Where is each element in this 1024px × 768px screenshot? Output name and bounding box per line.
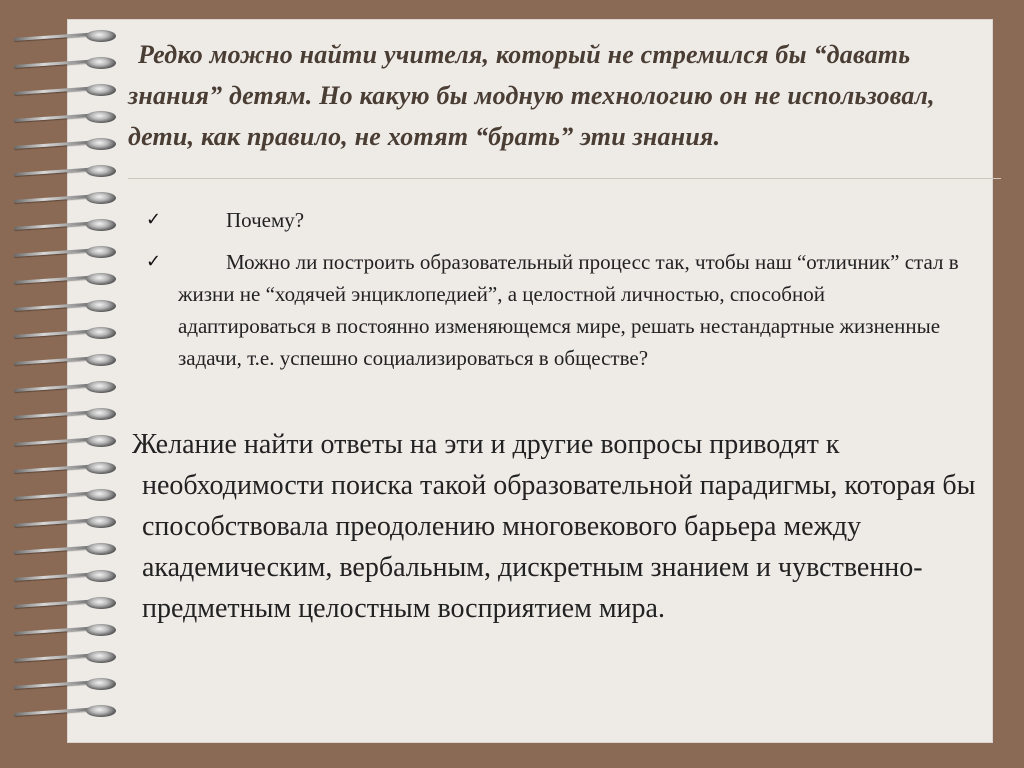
- slide-content: [128, 34, 978, 157]
- ring-hole: [86, 381, 116, 393]
- ring-hole: [86, 246, 116, 258]
- spiral-ring: [14, 435, 110, 447]
- ring-hole: [86, 597, 116, 609]
- ring-hole: [86, 435, 116, 447]
- check-icon: ✓: [146, 251, 162, 272]
- ring-hole: [86, 678, 116, 690]
- spiral-ring: [14, 57, 110, 69]
- spiral-ring: [14, 192, 110, 204]
- spiral-ring: [14, 570, 110, 582]
- spiral-ring: [14, 273, 110, 285]
- ring-hole: [86, 570, 116, 582]
- spiral-ring: [14, 543, 110, 555]
- spiral-ring: [14, 597, 110, 609]
- ring-hole: [86, 138, 116, 150]
- ring-hole: [86, 489, 116, 501]
- spiral-ring: [14, 111, 110, 123]
- check-icon: ✓: [146, 209, 162, 230]
- spiral-ring: [14, 381, 110, 393]
- ring-hole: [86, 84, 116, 96]
- spiral-ring: [14, 408, 110, 420]
- question-text: Почему?: [226, 208, 305, 232]
- ring-hole: [86, 624, 116, 636]
- list-item: [146, 246, 966, 374]
- ring-hole: [86, 327, 116, 339]
- ring-hole: [86, 111, 116, 123]
- question-list: [146, 204, 966, 384]
- spiral-ring: [14, 165, 110, 177]
- spiral-ring: [14, 246, 110, 258]
- spiral-ring: [14, 354, 110, 366]
- list-item: [146, 204, 966, 236]
- divider-line: [128, 178, 1001, 179]
- conclusion-paragraph: Желание найти ответы на эти и другие вопросы приводят к необходимости поиска такой образовательной парадигмы, которая бы способствовала преодолению многовекового барьера между академическим, вербальным, дискретным знанием и чувственно-предметным целостным восприятием мира.: [132, 429, 976, 624]
- spiral-ring: [14, 327, 110, 339]
- spiral-ring: [14, 84, 110, 96]
- spiral-ring: [14, 678, 110, 690]
- ring-hole: [86, 165, 116, 177]
- ring-hole: [86, 30, 116, 42]
- ring-hole: [86, 516, 116, 528]
- ring-hole: [86, 57, 116, 69]
- spiral-ring: [14, 705, 110, 717]
- spiral-ring: [14, 624, 110, 636]
- ring-hole: [86, 462, 116, 474]
- ring-hole: [86, 273, 116, 285]
- ring-hole: [86, 651, 116, 663]
- spiral-ring: [14, 489, 110, 501]
- ring-hole: [86, 705, 116, 717]
- ring-hole: [86, 354, 116, 366]
- spiral-ring: [14, 516, 110, 528]
- question-text: Можно ли построить образовательный процесс так, чтобы наш “отличник” стал в жизни не “ходячей энциклопедией”, а целостной личностью, способной адаптироваться в постоянно изменяющемся мире, решать нестандартные жизненные задачи, т.е. успешно социализироваться в обществе?: [178, 250, 959, 370]
- spiral-binding: [0, 30, 120, 740]
- spiral-ring: [14, 300, 110, 312]
- spiral-ring: [14, 138, 110, 150]
- spiral-ring: [14, 30, 110, 42]
- ring-hole: [86, 543, 116, 555]
- ring-hole: [86, 408, 116, 420]
- ring-hole: [86, 300, 116, 312]
- spiral-ring: [14, 462, 110, 474]
- ring-hole: [86, 219, 116, 231]
- ring-hole: [86, 192, 116, 204]
- spiral-ring: [14, 651, 110, 663]
- intro-paragraph: Редко можно найти учителя, который не стремился бы “давать знания” детям. Но какую бы модную технологию он не использовал, дети, как правило, не хотят “брать” эти знания.: [128, 40, 935, 151]
- spiral-ring: [14, 219, 110, 231]
